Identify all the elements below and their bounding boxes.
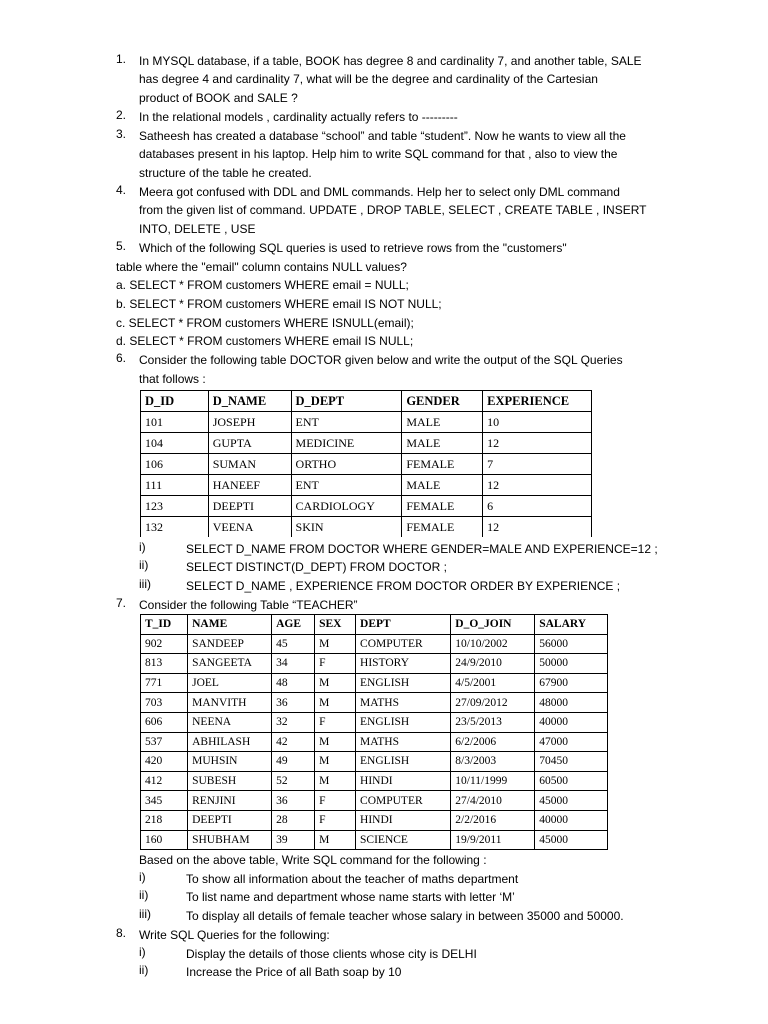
question-number: 5. [116,239,127,253]
table-cell: 34 [272,654,315,674]
table-cell: 111 [141,475,209,496]
question-text: Meera got confused with DDL and DML commands. Help her to select only DML command [139,185,620,199]
table-cell: MALE [402,475,483,496]
question-text: table where the "email" column contains NULL values? [116,260,407,274]
table-cell: 4/5/2001 [451,673,535,693]
table-cell: F [315,712,356,732]
table-cell: 771 [141,673,188,693]
table-row [141,673,608,693]
sub-question-text: SELECT DISTINCT(D_DEPT) FROM DOCTOR ; [186,560,447,574]
table-cell: HISTORY [356,654,451,674]
teacher-table [140,614,608,850]
table-row [141,634,608,654]
sub-question-text: To list name and department whose name starts with letter ‘M’ [186,890,515,904]
table-header-row [141,391,592,412]
option-d: d. SELECT * FROM customers WHERE email IS NULL; [116,334,414,348]
table-cell: 132 [141,517,209,538]
table-row [141,433,592,454]
table-cell: ORTHO [291,454,402,475]
header-cell: GENDER [402,391,483,412]
question-text: In MYSQL database, if a table, BOOK has degree 8 and cardinality 7, and another table, SALE [139,54,642,68]
question-text: product of BOOK and SALE ? [139,91,298,105]
header-cell: T_ID [141,615,188,635]
table-cell: 49 [272,752,315,772]
table-cell: 12 [483,517,592,538]
table-header-row [141,615,608,635]
table-row [141,654,608,674]
sub-question-text: SELECT D_NAME , EXPERIENCE FROM DOCTOR ORDER BY EXPERIENCE ; [186,579,621,593]
table-cell: M [315,634,356,654]
table-row [141,496,592,517]
question-number: 8. [116,926,127,940]
table-row [141,454,592,475]
table-cell: 48 [272,673,315,693]
question-number: 7. [116,596,127,610]
table-cell: MEDICINE [291,433,402,454]
table-cell: 42 [272,732,315,752]
table-cell: COMPUTER [356,791,451,811]
table-cell: RENJINI [188,791,272,811]
table-cell: SUMAN [208,454,291,475]
table-cell: M [315,830,356,850]
table-cell: 123 [141,496,209,517]
table-row [141,752,608,772]
table-cell: 40000 [535,712,608,732]
table-cell: MALE [402,433,483,454]
sub-question-number: ii) [139,888,149,902]
option-b: b. SELECT * FROM customers WHERE email IS NOT NULL; [116,297,442,311]
table-cell: SANDEEP [188,634,272,654]
table-cell: 27/4/2010 [451,791,535,811]
question-number: 1. [116,52,127,66]
table-cell: SUBESH [188,771,272,791]
table-row [141,412,592,433]
table-cell: 10/11/1999 [451,771,535,791]
table-cell: 10/10/2002 [451,634,535,654]
table-cell: M [315,693,356,713]
header-cell: D_ID [141,391,209,412]
table-cell: 70450 [535,752,608,772]
table-cell: JOSEPH [208,412,291,433]
table-cell: 6/2/2006 [451,732,535,752]
table-cell: FEMALE [402,496,483,517]
table-cell: 537 [141,732,188,752]
sub-question-number: ii) [139,558,149,572]
question-number: 2. [116,108,127,122]
table-cell: 12 [483,433,592,454]
table-cell: ENGLISH [356,673,451,693]
sub-question-number: iii) [139,577,151,591]
table-cell: 47000 [535,732,608,752]
question-number: 6. [116,351,127,365]
header-cell: DEPT [356,615,451,635]
table-row [141,693,608,713]
question-text: that follows : [139,372,206,386]
table-cell: DEEPTI [188,810,272,830]
table-cell: M [315,752,356,772]
table-cell: ENGLISH [356,712,451,732]
sub-question-text: SELECT D_NAME FROM DOCTOR WHERE GENDER=MALE AND EXPERIENCE=12 ; [186,542,658,556]
table-row [141,517,592,538]
table-cell: FEMALE [402,454,483,475]
table-row [141,475,592,496]
table-cell: 39 [272,830,315,850]
table-cell: F [315,810,356,830]
doctor-table [140,390,592,537]
table-cell: 420 [141,752,188,772]
table-cell: 24/9/2010 [451,654,535,674]
table-cell: 8/3/2003 [451,752,535,772]
question-text: structure of the table he created. [139,166,312,180]
table-cell: 36 [272,791,315,811]
table-cell: 902 [141,634,188,654]
sub-question-number: iii) [139,907,151,921]
sub-question-text: To show all information about the teacher of maths department [186,872,519,886]
header-cell: EXPERIENCE [483,391,592,412]
table-cell: 27/09/2012 [451,693,535,713]
table-cell: GUPTA [208,433,291,454]
table-cell: 52 [272,771,315,791]
table-cell: ENT [291,475,402,496]
table-cell: M [315,673,356,693]
table-row [141,810,608,830]
question-text: Which of the following SQL queries is used to retrieve rows from the "customers" [139,241,567,255]
sub-question-text: To display all details of female teacher whose salary in between 35000 and 50000. [186,909,624,923]
header-cell: NAME [188,615,272,635]
table-cell: VEENA [208,517,291,538]
table-cell: 10 [483,412,592,433]
table-cell: 12 [483,475,592,496]
question-text: INTO, DELETE , USE [139,222,256,236]
table-cell: 60500 [535,771,608,791]
table-cell: SKIN [291,517,402,538]
sub-question-text: Display the details of those clients whose city is DELHI [186,947,477,961]
header-cell: SEX [315,615,356,635]
table-cell: 345 [141,791,188,811]
option-c: c. SELECT * FROM customers WHERE ISNULL(email); [116,316,414,330]
table-cell: 101 [141,412,209,433]
table-cell: JOEL [188,673,272,693]
header-cell: D_NAME [208,391,291,412]
table-cell: 106 [141,454,209,475]
sub-question-number: i) [139,870,146,884]
question-text: Based on the above table, Write SQL command for the following : [139,853,487,867]
table-cell: M [315,732,356,752]
table-cell: ENT [291,412,402,433]
table-cell: ABHILASH [188,732,272,752]
sub-question-number: i) [139,540,146,554]
table-cell: 32 [272,712,315,732]
question-text: Write SQL Queries for the following: [139,928,330,942]
table-cell: SANGEETA [188,654,272,674]
option-a: a. SELECT * FROM customers WHERE email = NULL; [116,278,409,292]
table-cell: 28 [272,810,315,830]
table-cell: HANEEF [208,475,291,496]
question-text: has degree 4 and cardinality 7, what will be the degree and cardinality of the Cartesian [139,72,598,86]
table-cell: 67900 [535,673,608,693]
table-cell: 45 [272,634,315,654]
table-cell: SHUBHAM [188,830,272,850]
header-cell: D_DEPT [291,391,402,412]
question-text: from the given list of command. UPDATE , DROP TABLE, SELECT , CREATE TABLE , INSERT [139,203,647,217]
table-cell: SCIENCE [356,830,451,850]
table-cell: MATHS [356,732,451,752]
header-cell: SALARY [535,615,608,635]
table-cell: 23/5/2013 [451,712,535,732]
table-cell: 48000 [535,693,608,713]
question-number: 3. [116,127,127,141]
table-cell: 19/9/2011 [451,830,535,850]
table-cell: MANVITH [188,693,272,713]
table-cell: 412 [141,771,188,791]
table-row [141,771,608,791]
table-cell: 56000 [535,634,608,654]
table-cell: 218 [141,810,188,830]
table-row [141,732,608,752]
table-cell: 703 [141,693,188,713]
table-cell: 36 [272,693,315,713]
table-row [141,830,608,850]
table-cell: MATHS [356,693,451,713]
table-cell: HINDI [356,771,451,791]
question-text: databases present in his laptop. Help him to write SQL command for that , also to view the [139,147,618,161]
table-cell: F [315,791,356,811]
sub-question-text: Increase the Price of all Bath soap by 10 [186,965,402,979]
table-cell: FEMALE [402,517,483,538]
question-text: Satheesh has created a database “school” and table “student”. Now he wants to view all the [139,129,626,143]
table-cell: MALE [402,412,483,433]
table-cell: 2/2/2016 [451,810,535,830]
question-text: Consider the following table DOCTOR given below and write the output of the SQL Queries [139,353,623,367]
table-cell: ENGLISH [356,752,451,772]
table-cell: 50000 [535,654,608,674]
table-cell: 813 [141,654,188,674]
table-row [141,791,608,811]
header-cell: D_O_JOIN [451,615,535,635]
table-cell: 45000 [535,791,608,811]
question-text: Consider the following Table “TEACHER” [139,598,358,612]
sub-question-number: ii) [139,963,149,977]
table-cell: HINDI [356,810,451,830]
sub-question-number: i) [139,945,146,959]
table-cell: 160 [141,830,188,850]
question-number: 4. [116,183,127,197]
table-cell: 606 [141,712,188,732]
table-cell: MUHSIN [188,752,272,772]
table-row [141,712,608,732]
table-cell: 7 [483,454,592,475]
question-text: In the relational models , cardinality actually refers to --------- [139,110,458,124]
table-cell: F [315,654,356,674]
table-cell: 6 [483,496,592,517]
table-cell: M [315,771,356,791]
table-cell: 40000 [535,810,608,830]
table-cell: DEEPTI [208,496,291,517]
table-cell: 45000 [535,830,608,850]
table-cell: COMPUTER [356,634,451,654]
table-cell: 104 [141,433,209,454]
header-cell: AGE [272,615,315,635]
table-cell: NEENA [188,712,272,732]
table-cell: CARDIOLOGY [291,496,402,517]
